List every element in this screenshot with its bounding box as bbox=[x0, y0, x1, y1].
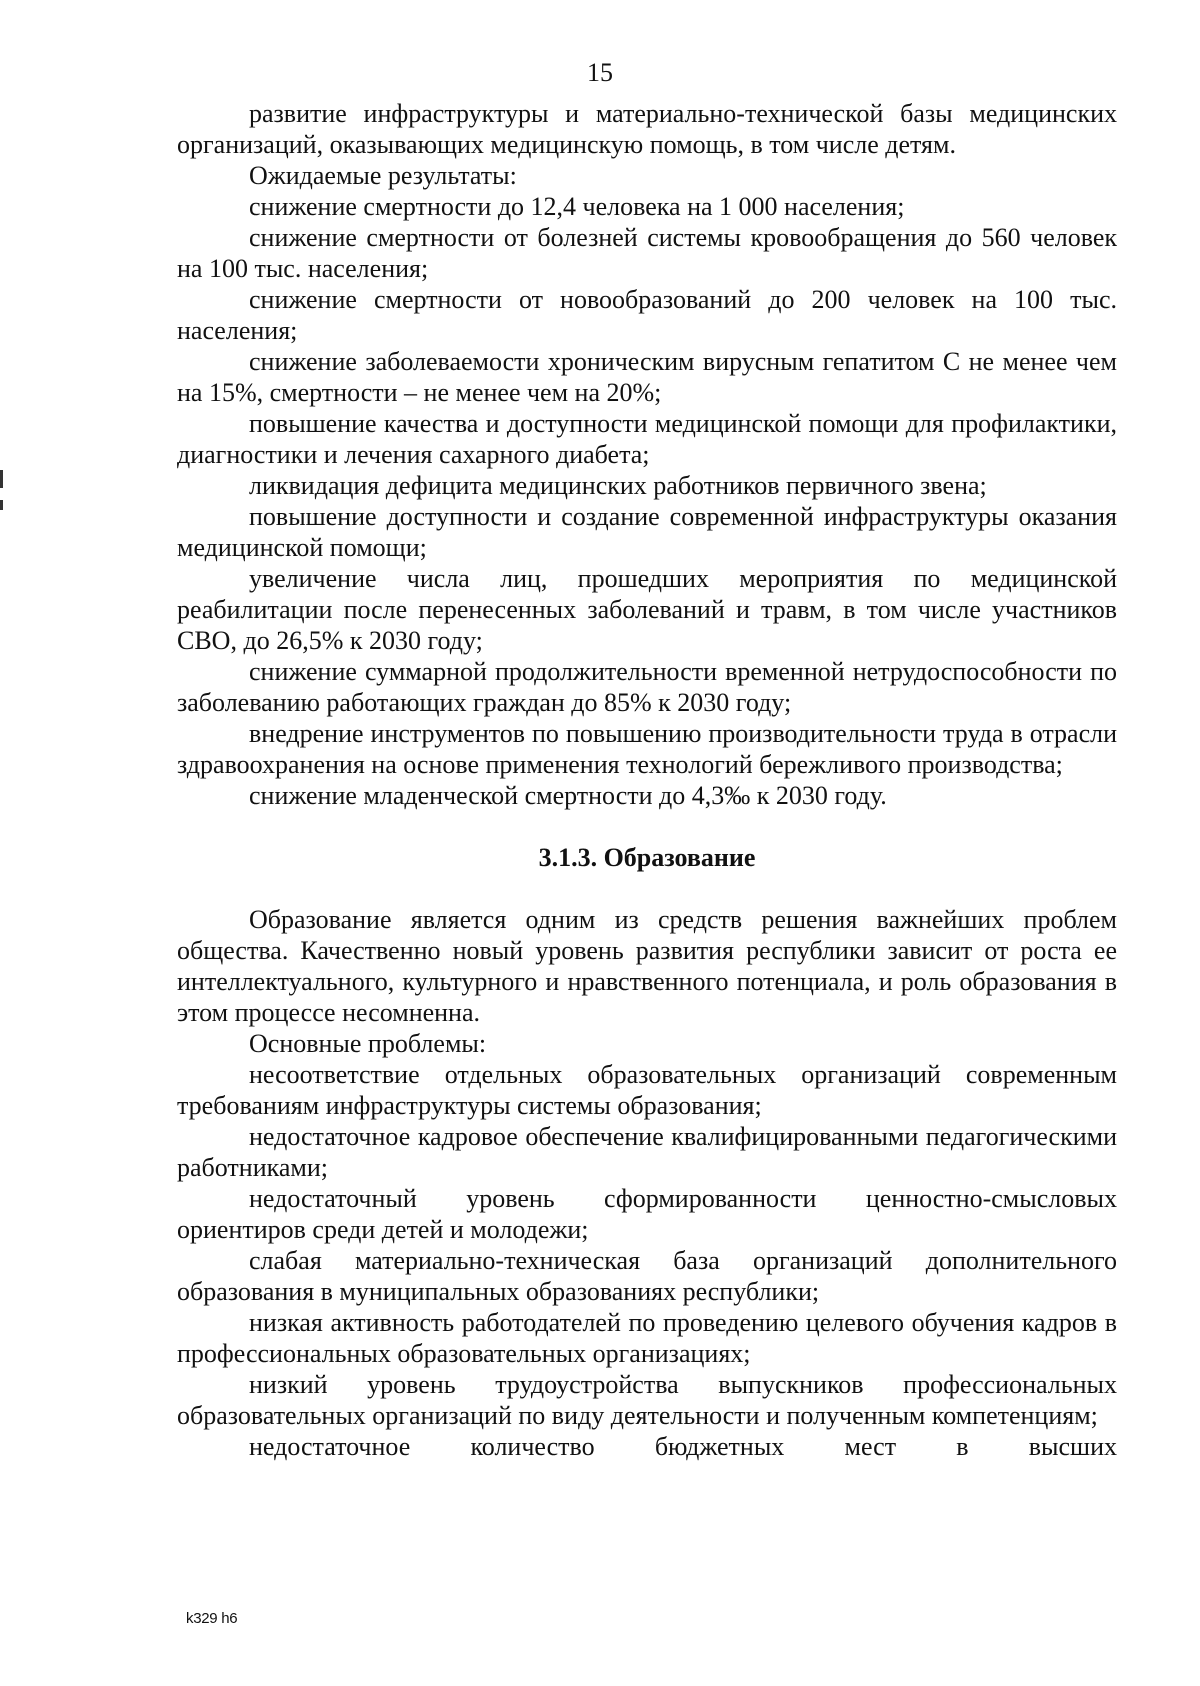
paragraph: недостаточное кадровое обеспечение квалифицированными педагогическими работниками; bbox=[177, 1122, 1117, 1182]
paragraph: снижение смертности от болезней системы кровообращения до 560 человек на 100 тыс. населения; bbox=[177, 223, 1117, 283]
scan-edge-mark bbox=[0, 470, 3, 488]
paragraph: развитие инфраструктуры и материально-технической базы медицинских организаций, оказывающих медицинскую помощь, в том числе детям. bbox=[177, 99, 1117, 159]
paragraph: ликвидация дефицита медицинских работников первичного звена; bbox=[249, 471, 987, 500]
paragraph: внедрение инструментов по повышению производительности труда в отрасли здравоохранения на основе применения технологий бережливого производства; bbox=[177, 719, 1117, 779]
paragraph: недостаточное количество бюджетных мест в высших bbox=[249, 1432, 1117, 1461]
paragraph: Ожидаемые результаты: bbox=[249, 161, 517, 190]
paragraph: низкая активность работодателей по проведению целевого обучения кадров в профессиональных образовательных организациях; bbox=[177, 1308, 1117, 1368]
paragraph: недостаточный уровень сформированности ценностно-смысловых ориентиров среди детей и молодежи; bbox=[177, 1184, 1117, 1244]
paragraph: Образование является одним из средств решения важнейших проблем общества. Качественно новый уровень развития республики зависит от роста ее интеллектуального, культурного и нравственного потенциала, и роль образования в этом процессе несомненна. bbox=[177, 905, 1117, 1027]
paragraph: повышение доступности и создание современной инфраструктуры оказания медицинской помощи; bbox=[177, 502, 1117, 562]
section-heading: 3.1.3. Образование bbox=[538, 843, 756, 872]
paragraph: снижение заболеваемости хроническим вирусным гепатитом С не менее чем на 15%, смертности – не менее чем на 20%; bbox=[177, 347, 1117, 407]
paragraph: увеличение числа лиц, прошедших мероприятия по медицинской реабилитации после перенесенных заболеваний и травм, в том числе участников СВО, до 26,5% к 2030 году; bbox=[177, 564, 1117, 655]
scan-edge-mark bbox=[0, 500, 3, 510]
paragraph: повышение качества и доступности медицинской помощи для профилактики, диагностики и лечения сахарного диабета; bbox=[177, 409, 1117, 469]
paragraph: снижение младенческой смертности до 4,3‰ к 2030 году. bbox=[249, 781, 887, 810]
paragraph: слабая материально-техническая база организаций дополнительного образования в муниципальных образованиях республики; bbox=[177, 1246, 1117, 1306]
footer-document-code: k329 h6 bbox=[186, 1610, 238, 1627]
paragraph: снижение смертности до 12,4 человека на 1 000 населения; bbox=[249, 192, 905, 221]
paragraph: несоответствие отдельных образовательных организаций современным требованиям инфраструктуры системы образования; bbox=[177, 1060, 1117, 1120]
paragraph: низкий уровень трудоустройства выпускников профессиональных образовательных организаций по виду деятельности и полученным компетенциям; bbox=[177, 1370, 1117, 1430]
paragraph: снижение суммарной продолжительности временной нетрудоспособности по заболеванию работающих граждан до 85% к 2030 году; bbox=[177, 657, 1117, 717]
paragraph: Основные проблемы: bbox=[249, 1029, 487, 1058]
page-number: 15 bbox=[587, 58, 613, 87]
paragraph: снижение смертности от новообразований до 200 человек на 100 тыс. населения; bbox=[177, 285, 1117, 345]
document-body bbox=[177, 98, 1117, 1462]
